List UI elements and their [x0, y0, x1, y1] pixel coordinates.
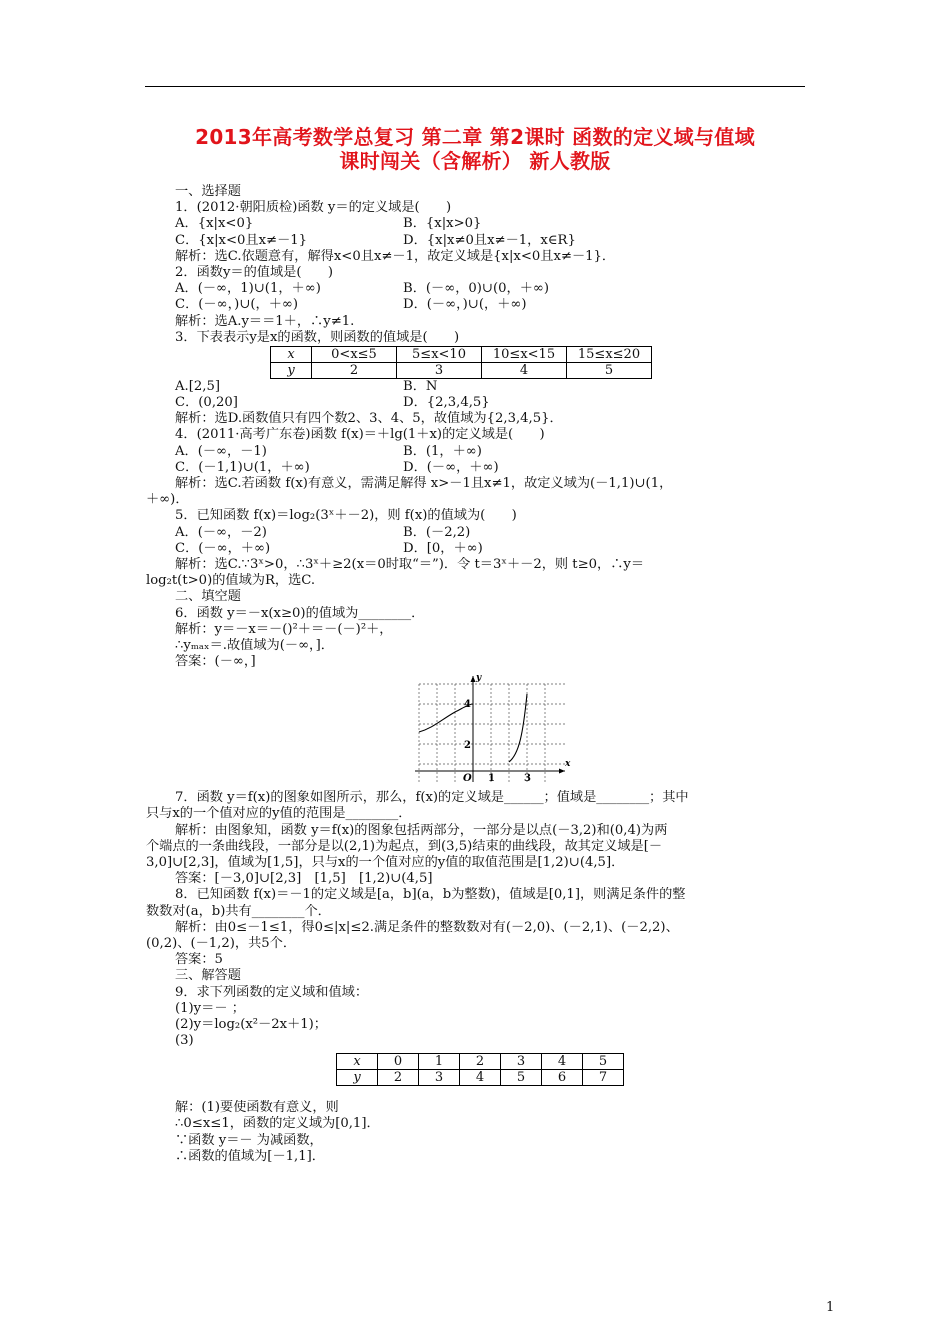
options-row [175, 297, 815, 313]
table-cell: 6 [542, 1070, 583, 1086]
table-cell: y [271, 362, 312, 378]
options-row [175, 444, 815, 460]
option-a: A．{x|x<0} [175, 216, 254, 232]
table-cell: 7 [583, 1070, 624, 1086]
solution-6-continued: ∴yₘₐₓ＝.故值域为(－∞，]． [175, 637, 334, 653]
options-row [175, 233, 815, 249]
question-9: 9．求下列函数的定义域和值域： [175, 984, 369, 1000]
question-3: 3．下表表示y是x的函数，则函数的值域是( ) [175, 329, 460, 345]
question-8: 8．已知函数 f(x)＝－1的定义域是[a，b](a，b为整数)，值域是[0,1]，则满足条件的整 [175, 887, 686, 903]
question-8-continued: 数数对(a，b)共有________个． [146, 903, 331, 919]
table-row [337, 1054, 624, 1070]
solution-1: 解析：选C.依题意有，解得x<0且x≠－1，故定义域是{x|x<0且x≠－1}． [175, 248, 616, 264]
solution-4: 解析：选C.若函数 f(x)有意义，需满足解得 x>－1且x≠1，故定义域为(－1,1)∪(1， [175, 476, 673, 491]
option-d: D．{x|x≠0且x≠－1，x∈R} [403, 232, 576, 248]
section-heading: 一、选择题 [175, 184, 241, 199]
table-cell: x [271, 346, 312, 362]
option-d: D．{2,3,4,5} [403, 395, 490, 411]
y-tick-label: 2 [464, 740, 471, 752]
table-cell: 0 [378, 1054, 419, 1070]
y-tick-label: 4 [464, 699, 471, 711]
option-c: C．(－1,1)∪(1，＋∞) [175, 459, 310, 475]
question-9-part-2: (2)y＝log₂(x²－2x＋1)； [175, 1016, 327, 1032]
option-b: B．(1，＋∞) [403, 443, 482, 459]
option-a: A.[2,5] [175, 378, 220, 394]
solution-6: 解析：y＝－x＝－()²＋＝－(－)²＋， [175, 621, 393, 637]
value-table-q9 [336, 1053, 624, 1086]
option-d: D．(－∞，＋∞) [403, 459, 499, 475]
solution-8: 解析：由0≤－1≤1，得0≤|x|≤2.满足条件的整数数对有(－2,0)、(－2,1)、(－2,2)、 [175, 919, 679, 935]
table-cell: 2 [312, 362, 397, 378]
table-cell: 5≤x<10 [397, 346, 482, 362]
x-tick-label: 1 [488, 773, 495, 785]
question-2: 2．函数y＝的值域是( ) [175, 264, 334, 280]
options-row [175, 216, 815, 232]
solution-3: 解析：选D.函数值只有四个数2、3、4、5，故值域为{2,3,4,5}． [175, 411, 563, 427]
solution-9-continued: ∴0≤x≤1，函数的定义域为[0,1]． [175, 1116, 380, 1132]
solution-2: 解析：选A.y＝＝1＋，∴y≠1. [175, 313, 355, 329]
options-row [175, 525, 815, 541]
table-cell: 5 [583, 1054, 624, 1070]
option-b: B．(－∞，0)∪(0，＋∞) [403, 281, 550, 297]
option-b: B．{x|x>0} [403, 216, 482, 232]
page-number: 1 [826, 1300, 835, 1315]
options-row [175, 395, 815, 411]
header-rule [145, 86, 805, 87]
table-cell: 0<x≤5 [312, 346, 397, 362]
x-tick-label: 3 [524, 773, 531, 785]
table-cell: y [337, 1070, 378, 1086]
table-cell: 5 [501, 1070, 542, 1086]
answer-6: 答案：(－∞，] [175, 654, 256, 670]
solution-7-continued: 个端点的一条曲线段，一部分是以(2,1)为起点，到(3,5)结束的曲线段，故其定义域是[－ [146, 838, 663, 854]
table-row [271, 346, 652, 362]
solution-8-continued: (0,2)、(－1,2)，共5个． [146, 935, 297, 951]
question-6: 6．函数 y＝－x(x≥0)的值域为________． [175, 605, 425, 621]
table-cell: 5 [567, 362, 652, 378]
solution-5: 解析：选C.∵3ˣ>0，∴3ˣ＋≥2(x＝0时取“＝”)．令 t＝3ˣ＋－2，则 t≥0，∴y＝ [175, 556, 645, 572]
table-cell: 4 [482, 362, 567, 378]
table-cell: 10≤x<15 [482, 346, 567, 362]
y-axis-label: y [476, 674, 482, 684]
question-5: 5．已知函数 f(x)＝log₂(3ˣ＋－2)，则 f(x)的值域为( ) [175, 508, 517, 524]
option-c: C．(－∞，)∪(，＋∞) [175, 297, 299, 313]
option-c: C．(－∞，＋∞) [175, 540, 271, 556]
x-axis-label: x [565, 759, 571, 770]
option-a: A．(－∞，1)∪(1，＋∞) [175, 281, 321, 297]
question-1: 1．(2012·朝阳质检)函数 y＝的定义域是( ) [175, 200, 452, 216]
options-row [175, 541, 815, 557]
document-body [146, 184, 815, 1165]
y-axis-arrow-icon [471, 676, 476, 682]
table-cell: x [337, 1054, 378, 1070]
question-9-part-1: (1)y＝－ ； [175, 1000, 245, 1016]
table-row [337, 1070, 624, 1086]
option-a: A．(－∞，－1) [175, 443, 267, 459]
table-cell: 3 [419, 1070, 460, 1086]
answer-8: 答案：5 [175, 952, 223, 968]
solution-7: 解析：由图象知，函数 y＝f(x)的图象包括两部分，一部分是以点(－3,2)和(0,4)为两 [175, 822, 668, 838]
question-7: 7．函数 y＝f(x)的图象如图所示，那么，f(x)的定义域是______；值域是________；其中 [175, 790, 689, 806]
function-graph [415, 674, 575, 786]
question-7-continued: 只与x的一个值对应的y值的范围是________． [146, 806, 412, 822]
solution-9-continued: ∴函数的值域为[－1,1]． [175, 1148, 325, 1164]
x-axis-arrow-icon [559, 769, 565, 774]
options-row [175, 281, 815, 297]
question-4: 4．(2011·高考广东卷)函数 f(x)＝＋lg(1＋x)的定义域是( ) [175, 427, 545, 443]
option-c: C．(0,20] [175, 395, 238, 411]
graph-grid [419, 684, 565, 785]
table-cell: 15≤x≤20 [567, 346, 652, 362]
question-9-part-3: (3) [175, 1033, 194, 1049]
solution-9-continued: ∵函数 y＝－ 为减函数， [175, 1132, 323, 1148]
options-row [175, 379, 815, 395]
solution-9: 解：(1)要使函数有意义，则 [175, 1100, 339, 1116]
table-cell: 3 [397, 362, 482, 378]
solution-5-continued: log₂t(t>0)的值域为R，选C. [146, 573, 316, 589]
solution-7-continued: 3,0]∪[2,3]，值域为[1,5]，只与x的一个值对应的y值的取值范围是[1,2)∪(4,5]． [146, 855, 625, 870]
page-subtitle: 课时闯关（含解析） 新人教版 [339, 149, 611, 173]
table-cell: 4 [460, 1070, 501, 1086]
table-cell: 1 [419, 1054, 460, 1070]
option-b: B．N [403, 378, 438, 394]
section-heading: 二、填空题 [175, 589, 241, 605]
value-table-q3 [270, 346, 652, 379]
solution-4-continued: ＋∞)． [146, 492, 189, 508]
option-d: D．(－∞，)∪(，＋∞) [403, 297, 527, 313]
section-heading: 三、解答题 [175, 968, 241, 984]
option-d: D．[0，＋∞) [403, 540, 483, 556]
table-cell: 2 [378, 1070, 419, 1086]
options-row [175, 460, 815, 476]
table-cell: 4 [542, 1054, 583, 1070]
origin-label: O [463, 773, 472, 785]
option-b: B．(－2,2) [403, 524, 471, 540]
table-cell: 2 [460, 1054, 501, 1070]
table-cell: 3 [501, 1054, 542, 1070]
answer-7: 答案：[－3,0]∪[2,3] [1,5] [1,2)∪(4,5] [175, 871, 433, 887]
option-c: C．{x|x<0且x≠－1} [175, 232, 308, 248]
page-title: 2013年高考数学总复习 第二章 第2课时 函数的定义域与值域 [195, 125, 755, 149]
table-row [271, 362, 652, 378]
option-a: A．(－∞，－2) [175, 524, 267, 540]
